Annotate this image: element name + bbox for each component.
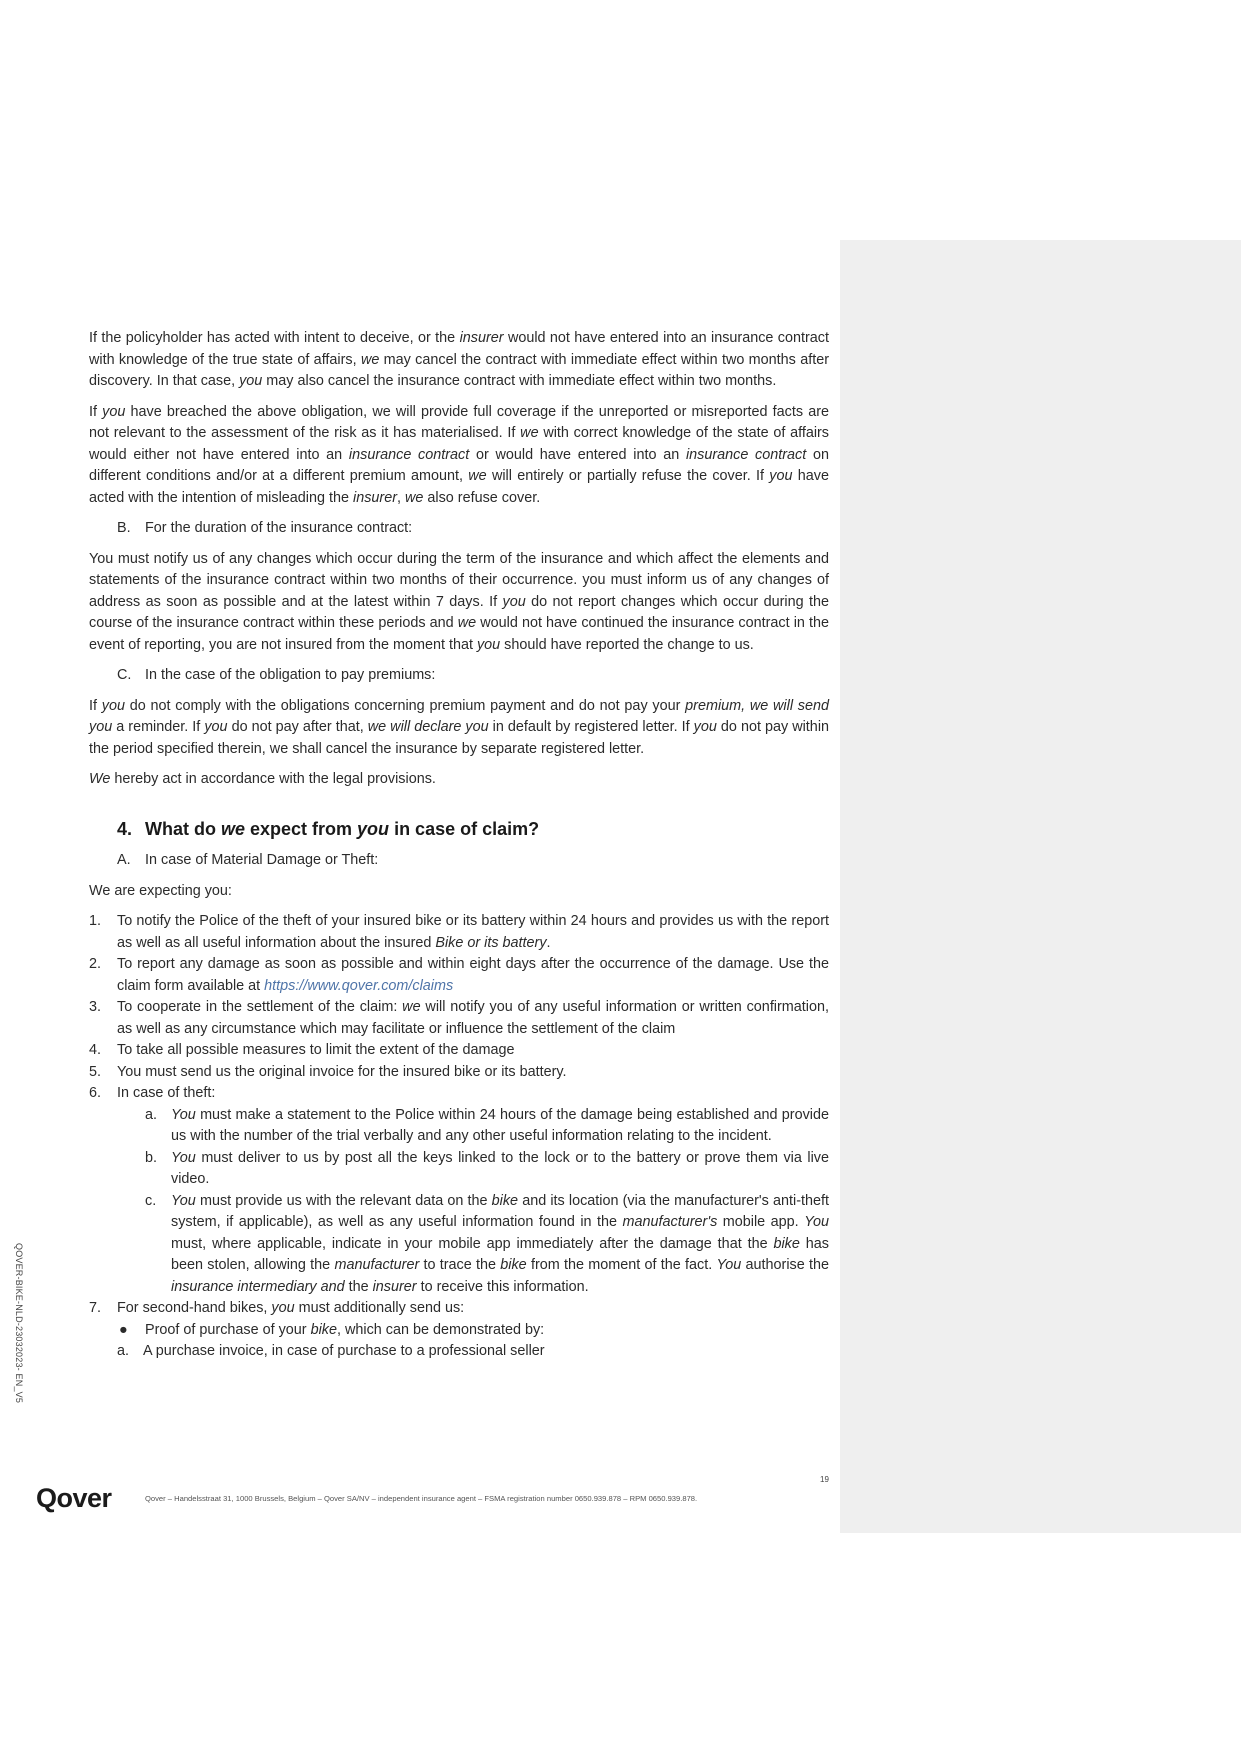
list-item: 5. You must send us the original invoice for the insured bike or its battery. [89,1063,567,1080]
text-run: do not comply with the obligations concerning premium payment and do not pay your [124,697,686,714]
text-run: If [89,403,103,420]
text-run: with correct knowledge of the state of affairs would either not have entered into an [89,425,830,463]
paragraph-deceive [89,328,829,393]
emphasis-text: you [102,403,126,420]
bullet-item: ● Proof of purchase of your bike, which can be demonstrated by: [119,1321,545,1338]
text-run: To take all possible measures to limit the extent of the damage [117,1042,515,1058]
emphasis-text: premium, we will send you [89,697,829,735]
claim-list [89,911,829,1320]
emphasis-text: You [171,1106,196,1123]
document-reference: QOVER-BIKE-NLD-23032023- EN_V5 [14,1243,24,1404]
text-run: must make a statement to the Police within 24 hours of the damage being established and provide us with the number of the trial verbally and any other useful information relating to the incident. [171,1106,829,1144]
text-run: In case of theft: [117,1085,216,1101]
text-run: If [89,697,102,714]
text-run: must additionally send us: [294,1300,465,1316]
text-run: A purchase invoice, in case of purchase to a professional seller [143,1343,545,1359]
footer-text: Qover – Handelsstraat 31, 1000 Brussels, Belgium – Qover SA/NV – independent insurance agent – FSMA registration number 0650.939.878 – RPM 0650.939.878. [145,1494,698,1503]
list-item: 3. To cooperate in the settlement of the claim: we will notify you of any useful information or written confirmation, as well as any circumstance which may facilitate or influence the settlement of the claim [89,999,829,1037]
text-run: in default by registered letter. If [488,719,694,735]
section-heading: 4. What do we expect from you in case of claim? [117,818,540,839]
text-run: do not pay within the period specified therein, we shall cancel the insurance by separate registered letter. [89,719,830,757]
text-run: on different conditions and/or at a different premium amount, [89,446,829,484]
text-run: should have reported the change to us. [500,636,754,653]
sublist-item: a. You must make a statement to the Police within 24 hours of the damage being established and provide us with the number of the trial verbally and any other useful information relating to the incident. [145,1106,829,1144]
emphasis-text: bike [773,1235,800,1252]
emphasis-text: We [89,771,111,787]
expect-intro: We are expecting you: [89,882,232,899]
text-run: will entirely or partially refuse the cover. If [486,468,770,484]
text-run: would not have entered into an insurance contract with knowledge of the true state of affairs, [89,330,829,368]
text-run: must provide us with the relevant data on the [195,1192,492,1209]
emphasis-text: we [457,615,477,631]
emphasis-text: You [804,1214,829,1230]
text-run: For second-hand bikes, [117,1300,272,1316]
emphasis-text: insurance contract [348,446,470,463]
sublist-item: a. A purchase invoice, in case of purchase to a professional seller [117,1343,545,1359]
sublist-item: b. You must deliver to us by post all the keys linked to the lock or to the battery or prove them via live video. [145,1149,829,1187]
text-run: also refuse cover. [423,489,541,506]
paragraph-legal-provisions [89,769,829,791]
text-run: Proof of purchase of your [145,1321,311,1338]
emphasis-text: you [239,373,263,389]
text-run: You must send us the original invoice for the insured bike or its battery. [117,1063,567,1080]
emphasis-text: we will declare you [367,719,489,735]
text-run: have breached the above obligation, we will provide full coverage if the unreported or misreported facts are not relevant to the assessment of the risk as it has materialised. If [89,403,829,441]
text-run: or would have entered into an [469,446,686,463]
text-run: . [546,934,551,951]
emphasis-text: bike [310,1321,337,1338]
text-run: have acted with the intention of misleading the [89,468,829,506]
emphasis-text: insurance intermediary and [171,1278,345,1295]
emphasis-text: insurer [459,330,504,346]
emphasis-text: we [220,818,245,839]
text-run: do not pay after that, [227,719,368,735]
comment-pane [840,240,1241,1533]
emphasis-text: you [476,636,501,653]
emphasis-text: manufacturer's [622,1214,718,1230]
paragraph-notify-changes [89,549,829,657]
text-run: would not have continued the insurance contract in the event of reporting, you are not insured from the moment that [89,615,829,653]
list-item: 7. For second-hand bikes, you must additionally send us: [89,1300,465,1316]
paragraph-premium-payment [89,696,829,761]
emphasis-text: insurance contract [685,446,807,463]
text-run: You must notify us of any changes which occur during the term of the insurance and which affect the elements and statements of the insurance contract within two months of their occurrence. you must inform us of any changes of address as soon as possible and at the latest within 7 days. If [89,550,829,610]
emphasis-text: you [204,719,228,735]
text-run: authorise the [741,1257,829,1273]
text-run: hereby act in accordance with the legal provisions. [110,771,436,787]
emphasis-text: Bike or its battery [435,934,547,951]
text-run: , which can be demonstrated by: [337,1321,545,1338]
document-body [89,328,829,1363]
emphasis-text: you [271,1300,295,1316]
text-run: to trace the [419,1257,501,1273]
sublist-item: c. You must provide us with the relevant data on the bike and its location (via the manufacturer's anti-theft system, if applicable), as well as any useful information found in the manufacturer's mobile app. You must, where applicable, indicate in your mobile app immediately after the damage that the bike has been stolen, allowing the manufacturer to trace the bike from the moment of the fact. You authorise the insurance intermediary and the insurer to receive this information. [145,1192,829,1295]
text-run: What do [145,818,221,839]
text-run: a reminder. If [112,719,205,735]
text-run: may cancel the contract with immediate effect within two months after discovery. In that case, [89,351,829,389]
text-run: expect from [245,818,358,839]
emphasis-text: you [101,697,125,714]
emphasis-text: we [402,999,421,1015]
paragraph-breach [89,402,829,510]
text-run: To notify the Police of the theft of your insured bike or its battery within 24 hours and provides us with the report as well as all useful information about the insured [117,913,829,951]
text-run: will notify you of any useful information or written confirmation, as well as any circumstance which may facilitate or influence the settlement of the claim [117,999,829,1037]
emphasis-text: insurer [372,1278,417,1295]
text-run: may also cancel the insurance contract with immediate effect within two months. [262,373,777,389]
emphasis-text: you [769,468,793,484]
qover-logo: Qover [36,1483,112,1513]
theft-sublist [117,1105,829,1299]
emphasis-text: you [502,593,526,610]
text-run: , [397,489,405,506]
text-run: mobile app. [717,1214,805,1230]
text-run: and its location (via the manufacturer's anti-theft system, if applicable), as well as any useful information found in the [171,1192,829,1230]
text-run: has been stolen, allowing the [171,1235,829,1273]
emphasis-text: you [693,719,717,735]
text-run: If the policyholder has acted with intent to deceive, or the [89,330,460,346]
text-run: must deliver to us by post all the keys linked to the lock or to the battery or prove them via live video. [171,1149,829,1187]
subheading-duration: B. For the duration of the insurance contract: [117,520,413,536]
text-run: do not report changes which occur during the course of the insurance contract within these periods and [89,593,829,631]
text-run: To report any damage as soon as possible and within eight days after the occurrence of the damage. Use the claim form available at [117,956,829,994]
text-run: from the moment of the fact. [526,1257,717,1273]
emphasis-text: we [405,489,424,506]
list-item: 6. In case of theft: a. You must make a statement to the Police within 24 hours of the damage being established and provide us with the number of the trial verbally and any other useful information relating to the incident. b. You must deliver to us by post all the keys linked to the lock or to the battery or prove them via live video. c. You must provide us with the relevant data on the bike and its location (via the manufacturer's anti-theft system, if applicable), as well as any useful information found in the manufacturer's mobile app. You must, where applicable, indicate in your mobile app immediately after the damage that the bike has been stolen, allowing the manufacturer to trace the bike from the moment of the fact. You authorise the insurance intermediary and the insurer to receive this information. [89,1083,829,1298]
list-item: 4. To take all possible measures to limit the extent of the damage [89,1042,515,1058]
claims-link[interactable]: https://www.qover.com/claims [264,977,454,994]
page-number: 19 [820,1475,829,1484]
list-item: 2. To report any damage as soon as possible and within eight days after the occurrence of the damage. Use the claim form available at https://www.qover.com/claims [89,956,829,994]
emphasis-text: we [360,351,380,368]
emphasis-text: manufacturer [334,1257,420,1273]
emphasis-text: we [468,468,487,484]
emphasis-text: bike [500,1257,527,1273]
emphasis-text: You [171,1192,196,1209]
subheading-premiums: C. In the case of the obligation to pay premiums: [117,667,436,683]
text-run: in case of claim? [389,818,540,839]
list-item: 1. To notify the Police of the theft of your insured bike or its battery within 24 hours and provides us with the report as well as all useful information about the insured Bike or its battery. [89,913,829,951]
emphasis-text: we [520,425,539,441]
emphasis-text: insurer [353,489,397,506]
text-run: to receive this information. [416,1278,589,1295]
text-run: must, where applicable, indicate in your mobile app immediately after the damage that the [171,1235,774,1252]
emphasis-text: bike [491,1192,519,1209]
emphasis-text: You [716,1257,742,1273]
text-run: To cooperate in the settlement of the claim: [117,999,403,1015]
subheading-material-damage: A. In case of Material Damage or Theft: [117,852,379,868]
text-run: the [344,1278,373,1295]
emphasis-text: You [171,1149,196,1166]
emphasis-text: you [357,818,390,839]
